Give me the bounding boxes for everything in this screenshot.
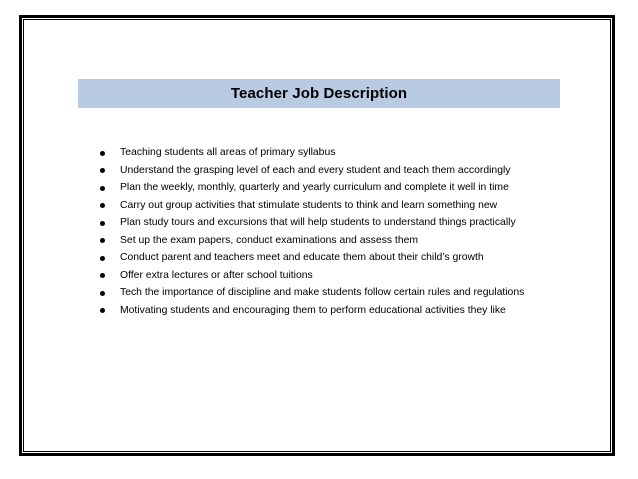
list-item: [96, 197, 566, 215]
bullet-icon: [100, 308, 105, 313]
list-item: [96, 179, 566, 197]
list-item: [96, 214, 566, 232]
bullet-icon: [100, 238, 105, 243]
list-item: [96, 144, 566, 162]
bullet-icon: [100, 291, 105, 296]
duty-list: [96, 144, 566, 319]
list-item: [96, 284, 566, 302]
list-item: [96, 267, 566, 285]
list-item-text: Understand the grasping level of each and every student and teach them accordingly: [120, 164, 511, 176]
bullet-icon: [100, 186, 105, 191]
page-title: Teacher Job Description: [230, 85, 408, 102]
bullet-icon: [100, 203, 105, 208]
list-item: [96, 162, 566, 180]
list-item-text: Motivating students and encouraging them to perform educational activities they like: [120, 304, 506, 316]
list-item-text: Plan study tours and excursions that will help students to understand things practically: [120, 217, 516, 228]
title-bar: [78, 79, 560, 108]
list-item-text: Set up the exam papers, conduct examinations and assess them: [120, 234, 419, 246]
bullet-icon: [100, 151, 105, 156]
list-item-text: Offer extra lectures or after school tuitions: [120, 269, 313, 281]
list-item-text: Tech the importance of discipline and make students follow certain rules and regulations: [120, 287, 525, 298]
bullet-icon: [100, 221, 105, 226]
list-item-text: Carry out group activities that stimulate students to think and learn something new: [120, 199, 498, 211]
list-item: [96, 302, 566, 320]
bullet-icon: [100, 273, 105, 278]
list-item-text: Conduct parent and teachers meet and educate them about their child’s growth: [120, 252, 484, 263]
list-item-text: Teaching students all areas of primary syllabus: [120, 147, 336, 158]
list-item: [96, 232, 566, 250]
bullet-icon: [100, 256, 105, 261]
bullet-icon: [100, 168, 105, 173]
list-item-text: Plan the weekly, monthly, quarterly and yearly curriculum and complete it well in time: [120, 182, 509, 193]
list-item: [96, 249, 566, 267]
